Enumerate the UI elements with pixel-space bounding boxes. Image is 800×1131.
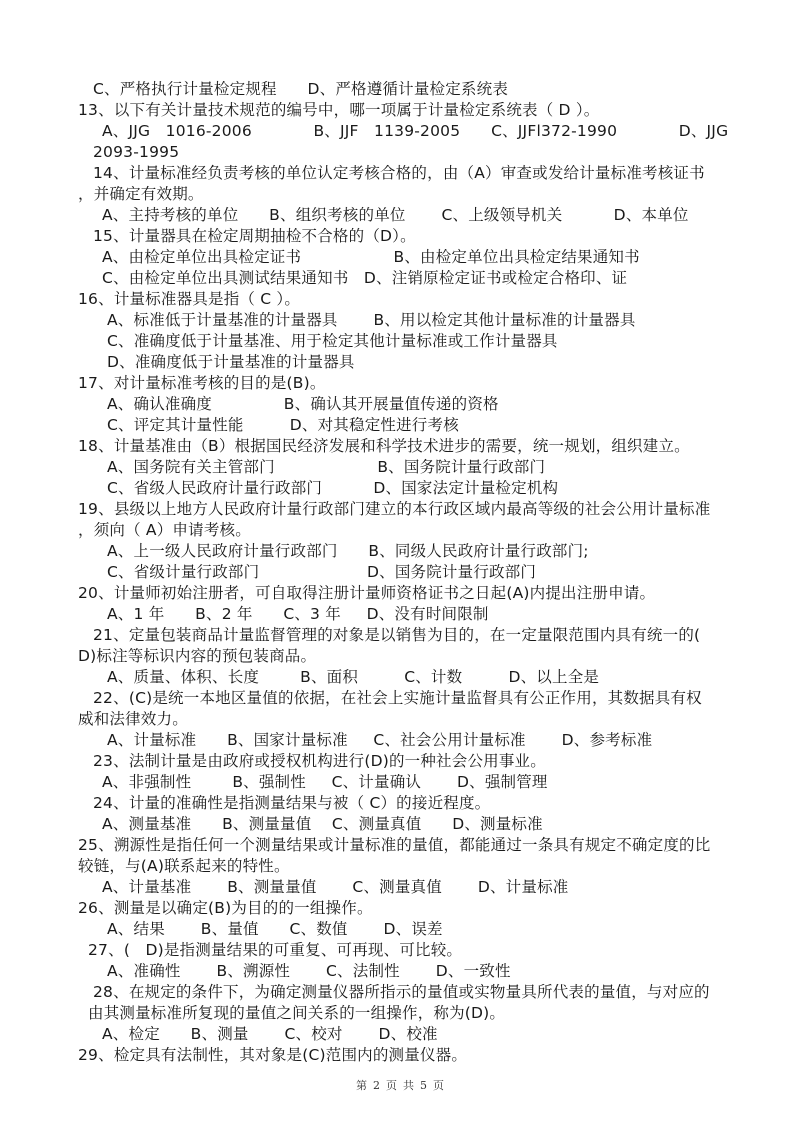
question-18: 18、计量基准由（B）根据国民经济发展和科学技术进步的需要，统一规划，组织建立。 xyxy=(78,437,690,455)
footer-page-unit: 页 xyxy=(386,1079,397,1092)
options-line: C、准确度低于计量基准、用于检定其他计量标准或工作计量器具 xyxy=(107,332,558,350)
options-line: A、准确性 B、溯源性 C、法制性 D、一致性 xyxy=(107,962,511,980)
footer-total-unit: 页 xyxy=(433,1079,444,1092)
options-line: A、计量标准 B、国家计量标准 C、社会公用计量标准 D、参考标准 xyxy=(107,731,653,749)
question-23: 23、法制计量是由政府或授权机构进行(D)的一种社会公用事业。 xyxy=(93,752,546,770)
options-line: A、由检定单位出具检定证书 B、由检定单位出具检定结果通知书 xyxy=(102,248,640,266)
text-line: 由其测量标准所复现的量值之间关系的一组操作，称为(D)。 xyxy=(88,1004,506,1022)
options-line: D、准确度低于计量基准的计量器具 xyxy=(107,353,355,371)
options-line: A、结果 B、量值 C、数值 D、误差 xyxy=(107,920,443,938)
question-17: 17、对计量标准考核的目的是(B)。 xyxy=(78,374,326,392)
question-15: 15、计量器具在检定周期抽检不合格的（D）。 xyxy=(93,227,416,245)
footer-page-label: 第 xyxy=(356,1079,367,1092)
options-line: C、省级计量行政部门 D、国务院计量行政部门 xyxy=(107,563,537,581)
question-25: 25、溯源性是指任何一个测量结果或计量标准的量值，都能通过一条具有规定不确定度的比 xyxy=(78,836,711,854)
text-line: D)标注等标识内容的预包装商品。 xyxy=(78,647,317,665)
options-line: C、省级人民政府计量行政部门 D、国家法定计量检定机构 xyxy=(107,479,559,497)
footer-page-number: 2 xyxy=(373,1079,380,1092)
question-24: 24、计量的准确性是指测量结果与被（ C）的接近程度。 xyxy=(93,794,491,812)
question-29: 29、检定具有法制性，其对象是(C)范围内的测量仪器。 xyxy=(78,1046,468,1064)
options-line: A、标准低于计量基准的计量器具 B、用以检定其他计量标准的计量器具 xyxy=(107,311,636,329)
question-27: 27、( D)是指测量结果的可重复、可再现、可比较。 xyxy=(88,941,463,959)
options-line: A、非强制性 B、强制性 C、计量确认 D、强制管理 xyxy=(102,773,548,791)
question-21: 21、定量包装商品计量监督管理的对象是以销售为目的，在一定量限范围内具有统一的( xyxy=(93,626,701,644)
question-22: 22、(C)是统一本地区量值的依据，在社会上实施计量监督具有公正作用，其数据具有权 xyxy=(93,689,702,707)
page-footer xyxy=(0,1077,800,1093)
options-line: A、质量、体积、长度 B、面积 C、计数 D、以上全是 xyxy=(107,668,600,686)
options-line: A、主持考核的单位 B、组织考核的单位 C、上级领导机关 D、本单位 xyxy=(102,206,689,224)
text-line: 2093-1995 xyxy=(93,143,180,161)
question-19: 19、县级以上地方人民政府计量行政部门建立的本行政区域内最高等级的社会公用计量标准 xyxy=(78,500,711,518)
footer-total-label: 共 xyxy=(403,1079,414,1092)
text-line: ，并确定有效期。 xyxy=(78,185,204,203)
text-line: 威和法律效力。 xyxy=(78,710,188,728)
question-16: 16、计量标准器具是指（ C ）。 xyxy=(78,290,301,308)
options-line: C、由检定单位出具测试结果通知书 D、注销原检定证书或检定合格印、证 xyxy=(102,269,628,287)
options-line: A、1 年 B、2 年 C、3 年 D、没有时间限制 xyxy=(107,605,489,623)
question-28: 28、在规定的条件下，为确定测量仪器所指示的量值或实物量具所代表的量值，与对应的 xyxy=(93,983,710,1001)
footer-total-number: 5 xyxy=(420,1079,427,1092)
question-13: 13、以下有关计量技术规范的编号中，哪一项属于计量检定系统表（ D ）。 xyxy=(78,101,600,119)
text-line: 较链，与(A)联系起来的特性。 xyxy=(78,857,290,875)
question-20: 20、计量师初始注册者，可自取得注册计量师资格证书之日起(A)内提出注册申请。 xyxy=(78,584,656,602)
options-line: A、测量基准 B、测量量值 C、测量真值 D、测量标准 xyxy=(102,815,543,833)
options-line: C、评定其计量性能 D、对其稳定性进行考核 xyxy=(107,416,459,434)
question-14: 14、计量标准经负责考核的单位认定考核合格的，由（A）审查或发给计量标准考核证书 xyxy=(93,164,705,182)
options-line: A、确认准确度 B、确认其开展量值传递的资格 xyxy=(107,395,499,413)
options-line: A、检定 B、测量 C、校对 D、校准 xyxy=(102,1025,438,1043)
options-line: A、计量基准 B、测量量值 C、测量真值 D、计量标准 xyxy=(102,878,569,896)
question-26: 26、测量是以确定(B)为目的的一组操作。 xyxy=(78,899,373,917)
options-line: A、JJG 1016-2006 B、JJF 1139-2005 C、JJFl372-1990 D、JJG xyxy=(102,122,729,140)
options-line: A、国务院有关主管部门 B、国务院计量行政部门 xyxy=(107,458,546,476)
options-line: A、上一级人民政府计量行政部门 B、同级人民政府计量行政部门; xyxy=(107,542,589,560)
text-line: C、严格执行计量检定规程 D、严格遵循计量检定系统表 xyxy=(93,80,509,98)
text-line: ，须向（ A）申请考核。 xyxy=(78,521,251,539)
